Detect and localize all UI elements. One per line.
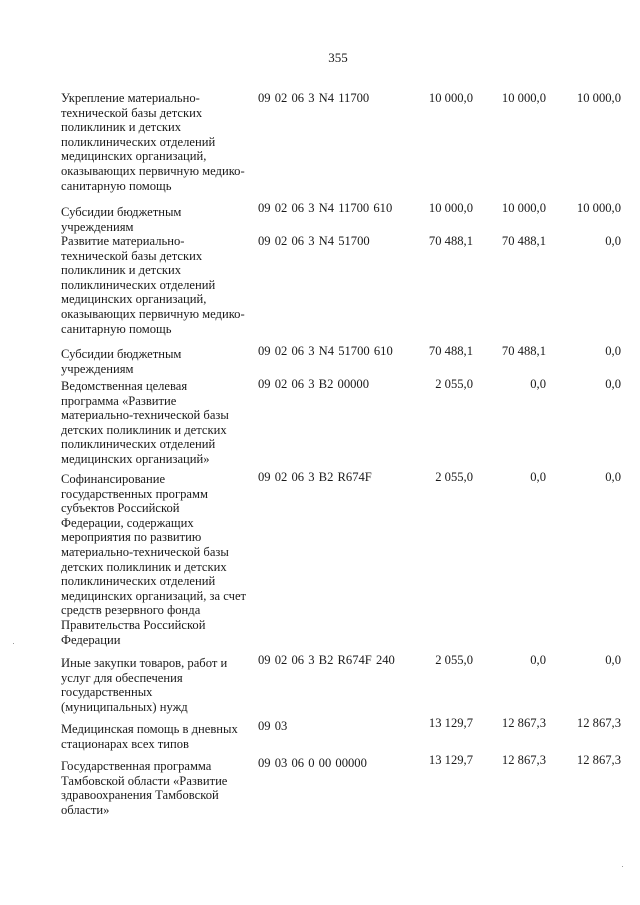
row-value-1: 10 000,0 <box>428 91 473 105</box>
row-value-1: 70 488,1 <box>428 234 473 248</box>
row-value-3: 12 867,3 <box>576 716 621 730</box>
row-name: Развитие материально- технической базы детских поликлиник и детских поликлинических отделений медицинских организаций, оказывающих первичную медико- санитарную помощь <box>61 234 245 336</box>
row-code: 09 02 06 3 В2 R674F <box>258 470 372 484</box>
row-name: Субсидии бюджетным учреждениям <box>61 347 182 376</box>
row-value-3: 0,0 <box>605 470 621 484</box>
row-code: 09 03 <box>258 719 288 733</box>
row-name: Ведомственная целевая программа «Развитие материально-технической базы детских поликлиник и детских поликлинических отделений медицинских организаций» <box>61 379 229 466</box>
row-value-3: 0,0 <box>605 377 621 391</box>
row-name: Иные закупки товаров, работ и услуг для обеспечения государственных (муниципальных) нужд <box>61 656 228 714</box>
row-value-1: 70 488,1 <box>428 344 473 358</box>
row-value-3: 0,0 <box>605 344 621 358</box>
scan-speck <box>622 866 623 867</box>
row-name: Медицинская помощь в дневных стационарах всех типов <box>61 722 238 751</box>
row-code: 09 02 06 3 N4 51700 610 <box>258 344 393 358</box>
row-value-2: 10 000,0 <box>501 91 546 105</box>
row-value-1: 2 055,0 <box>435 653 473 667</box>
row-value-1: 2 055,0 <box>435 470 473 484</box>
row-value-2: 70 488,1 <box>501 234 546 248</box>
row-value-3: 0,0 <box>605 234 621 248</box>
row-value-1: 13 129,7 <box>428 753 473 767</box>
page-number: 355 <box>328 50 348 65</box>
row-name: Укрепление материально- технической базы детских поликлиник и детских поликлинических отделений медицинских организаций, оказывающих первичную медико- санитарную помощь <box>61 91 245 193</box>
row-value-2: 12 867,3 <box>501 753 546 767</box>
row-value-2: 0,0 <box>530 470 546 484</box>
row-name: Софинансирование государственных программ субъектов Российской Федерации, содержащих мероприятия по развитию материально-технической базы детских поликлиник и детских поликлинических отделений медицинских организаций, за счет средств резервного фонда Правительства Российской Федерации <box>61 472 247 647</box>
row-value-2: 70 488,1 <box>501 344 546 358</box>
row-value-2: 12 867,3 <box>501 716 546 730</box>
row-code: 09 02 06 3 N4 11700 <box>258 91 370 105</box>
row-value-3: 10 000,0 <box>576 91 621 105</box>
row-name: Государственная программа Тамбовской области «Развитие здравоохранения Тамбовской области» <box>61 759 228 817</box>
row-value-3: 0,0 <box>605 653 621 667</box>
row-value-2: 0,0 <box>530 377 546 391</box>
row-code: 09 02 06 3 В2 R674F 240 <box>258 653 395 667</box>
row-value-3: 10 000,0 <box>576 201 621 215</box>
row-code: 09 03 06 0 00 00000 <box>258 756 367 770</box>
row-value-1: 10 000,0 <box>428 201 473 215</box>
row-code: 09 02 06 3 N4 11700 610 <box>258 201 393 215</box>
row-value-1: 13 129,7 <box>428 716 473 730</box>
row-value-2: 0,0 <box>530 653 546 667</box>
row-code: 09 02 06 3 В2 00000 <box>258 377 370 391</box>
row-value-1: 2 055,0 <box>435 377 473 391</box>
row-value-3: 12 867,3 <box>576 753 621 767</box>
row-value-2: 10 000,0 <box>501 201 546 215</box>
row-name: Субсидии бюджетным учреждениям <box>61 205 182 234</box>
row-code: 09 02 06 3 N4 51700 <box>258 234 370 248</box>
scan-speck <box>13 643 14 644</box>
